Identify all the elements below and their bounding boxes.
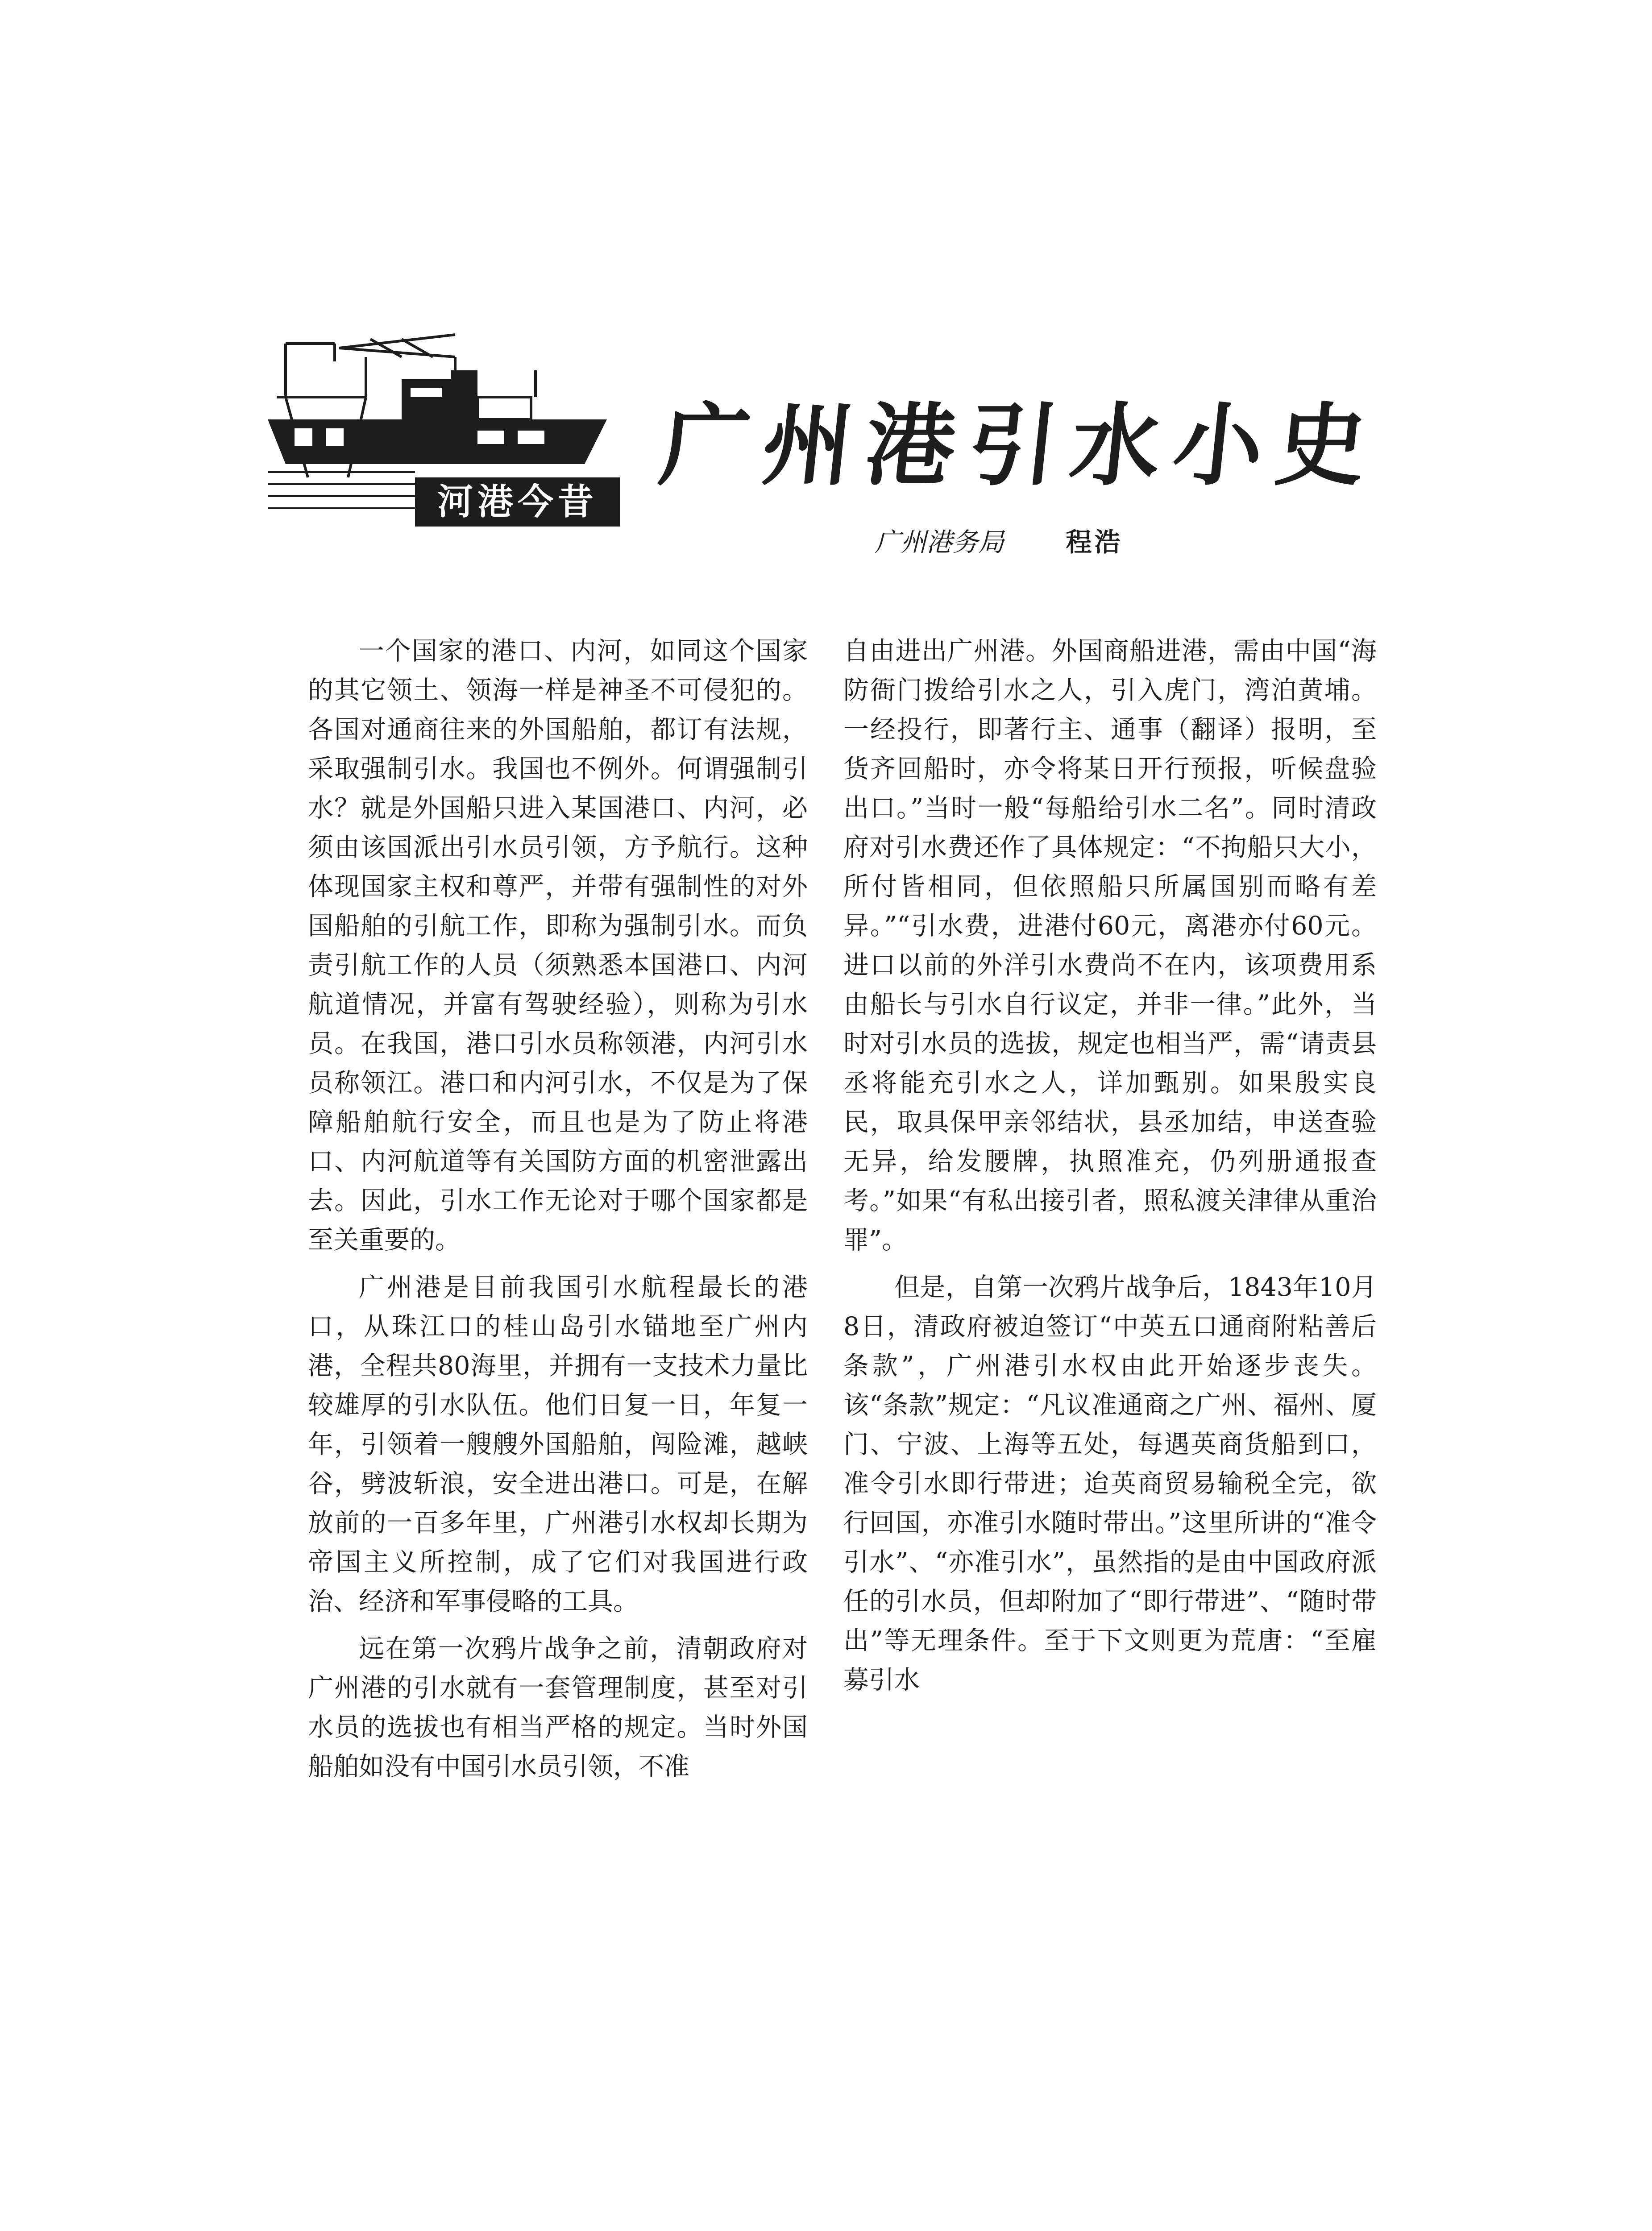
column-banner <box>268 330 625 527</box>
byline-organization: 广州港务局 <box>875 527 1004 557</box>
right-column <box>843 631 1377 1708</box>
paragraph: 广州港是目前我国引水航程最长的港口，从珠江口的桂山岛引水锚地至广州内港，全程共80海里，并拥有一支技术力量比较雄厚的引水队伍。他们日复一日，年复一年，引领着一艘艘外国船舶，闯险滩，越峡谷，劈波斩浪，安全进出港口。可是，在解放前的一百多年里，广州港引水权却长期为帝国主义所控制，成了它们对我国进行政治、经济和军事侵略的工具。 <box>308 1273 808 1616</box>
byline <box>875 520 1123 564</box>
byline-author: 程浩 <box>1066 527 1123 557</box>
paragraph: 远在第一次鸦片战争之前，清朝政府对广州港的引水就有一套管理制度，甚至对引水员的选拔也有相当严格的规定。当时外国船舶如没有中国引水员引领，不准 <box>308 1634 808 1781</box>
paragraph: 自由进出广州港。外国商船进港，需由中国“海防衙门拨给引水之人，引入虎门，湾泊黄埔。一经投行，即著行主、通事（翻译）报明，至货齐回船时，亦令将某日开行预报，听候盘验出口。”当时一般“每船给引水二名”。同时清政府对引水费还作了具体规定：“不拘船只大小，所付皆相同，但依照船只所属国别而略有差异。”“引水费，进港付60元，离港亦付60元。进口以前的外洋引水费尚不在内，该项费用系由船长与引水自行议定，并非一律。”此外，当时对引水员的选拔，规定也相当严，需“请责县丞将能充引水之人，详加甄别。如果殷实良民，取具保甲亲邻结状，县丞加结，申送查验无异，给发腰牌，执照准充，仍列册通报查考。”如果“有私出接引者，照私渡关津律从重治罪”。 <box>843 636 1377 1255</box>
paragraph: 但是，自第一次鸦片战争后，1843年10月8日，清政府被迫签订“中英五口通商附粘善后条款”，广州港引水权由此开始逐步丧失。该“条款”规定：“凡议准通商之广州、福州、厦门、宁波、上海等五处，每遇英商货船到口，准令引水即行带进；迨英商贸易输税全完，欲行回国，亦准引水随时带出。”这里所讲的“准令引水”、“亦准引水”，虽然指的是由中国政府派任的引水员，但却附加了“即行带进”、“随时带出”等无理条件。至于下文则更为荒唐：“至雇募引水 <box>843 1273 1377 1695</box>
left-column <box>308 631 808 1794</box>
article-title: 广州港引水小史 <box>655 394 1385 498</box>
banner-label: 河港今昔 <box>437 481 598 523</box>
paragraph: 一个国家的港口、内河，如同这个国家的其它领土、领海一样是神圣不可侵犯的。各国对通商往来的外国船舶，都订有法规，采取强制引水。我国也不例外。何谓强制引水？就是外国船只进入某国港口、内河，必须由该国派出引水员引领，方予航行。这种体现国家主权和尊严，并带有强制性的对外国船舶的引航工作，即称为强制引水。而负责引航工作的人员（须熟悉本国港口、内河航道情况，并富有驾驶经验），则称为引水员。在我国，港口引水员称领港，内河引水员称领江。港口和内河引水，不仅是为了保障船舶航行安全，而且也是为了防止将港口、内河航道等有关国防方面的机密泄露出去。因此，引水工作无论对于哪个国家都是至关重要的。 <box>308 636 808 1255</box>
